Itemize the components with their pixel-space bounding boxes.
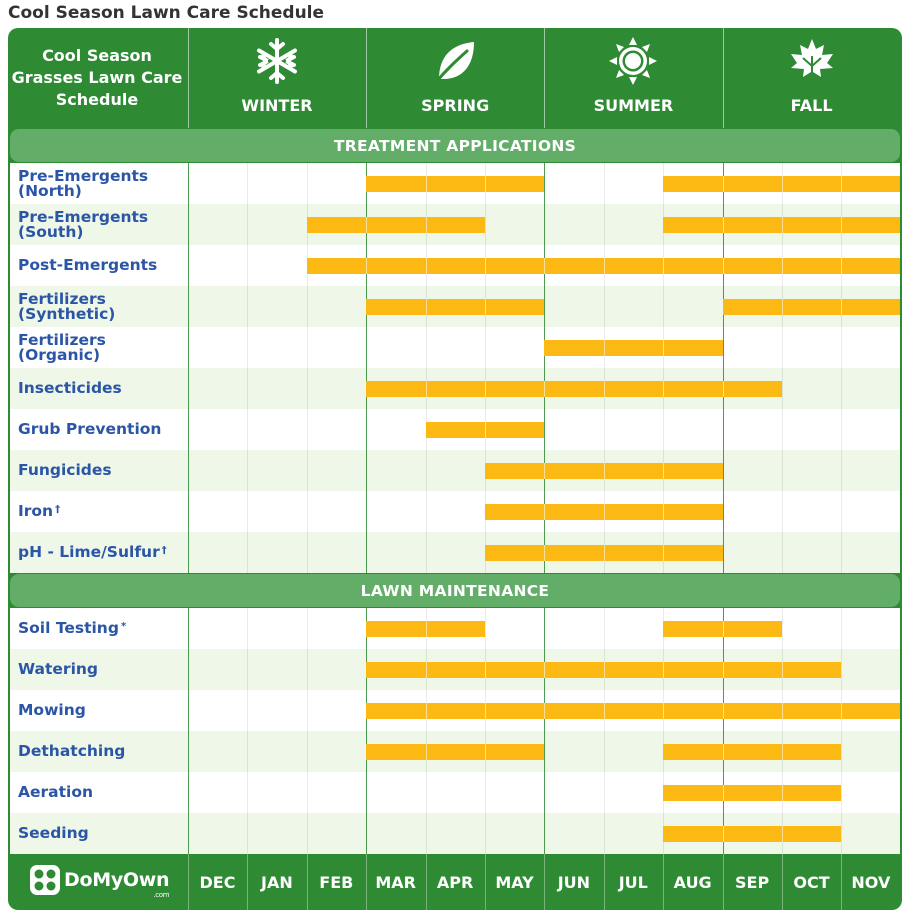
row-label [18,813,193,854]
season-summer [544,28,722,128]
leaf-icon [430,36,480,86]
schedule-chart [8,28,902,910]
schedule-labels [8,28,902,910]
row-label-text: Aeration [18,783,94,801]
season-winter [188,28,366,128]
row-label-text: Iron [18,502,54,520]
row-label-text: Seeding [18,824,89,842]
row-label [18,163,193,204]
row-footnote-mark: † [161,545,167,556]
row-label [18,491,193,532]
row-label-text: Dethatching [18,742,126,760]
row-label [18,368,193,409]
row-label-text: Pre-Emergents (North) [18,166,149,200]
section-header-1: LAWN MAINTENANCE [10,574,900,607]
row-label-text: Fertilizers (Organic) [18,330,106,364]
season-label: FALL [790,96,833,115]
month-label-jun: JUN [557,872,591,892]
maple-leaf-icon [787,36,837,86]
month-label-oct: OCT [793,872,830,892]
snowflake-icon [252,36,302,86]
row-footnote-mark: † [55,504,61,515]
sun-icon [608,36,658,86]
row-label [18,649,193,690]
page-title: Cool Season Lawn Care Schedule [8,3,325,23]
month-label-mar: MAR [375,872,416,892]
row-label-text: Soil Testing [18,619,119,637]
logo-name: DoMyOwn [64,869,170,891]
row-label [18,286,193,327]
month-label-aug: AUG [673,872,712,892]
row-label [18,731,193,772]
season-spring [366,28,544,128]
row-footnote-mark: * [120,621,127,632]
month-label-apr: APR [436,872,474,892]
month-label-feb: FEB [319,872,354,892]
season-label: WINTER [241,96,313,115]
row-label-text: pH - Lime/Sulfur [18,543,160,561]
month-label-dec: DEC [199,872,236,892]
domyown-logo-icon [30,865,60,895]
season-label: SUMMER [593,96,674,115]
season-label: SPRING [421,96,490,115]
month-label-may: MAY [495,872,534,892]
row-label [18,327,193,368]
domyown-logo[interactable] [30,862,169,898]
month-label-sep: SEP [735,872,770,892]
row-label [18,772,193,813]
row-label [18,608,193,649]
row-label [18,245,193,286]
row-label [18,690,193,731]
row-label [18,409,193,450]
row-label-text: Mowing [18,701,86,719]
logo-suffix: .com [153,891,170,899]
row-label-text: Fungicides [18,461,112,479]
section-header-0: TREATMENT APPLICATIONS [10,129,900,162]
month-label-nov: NOV [851,872,891,892]
row-label-text: Post-Emergents [18,256,158,274]
row-label [18,532,193,573]
month-label-jan: JAN [261,872,293,892]
row-label-text: Fertilizers (Synthetic) [18,289,116,323]
month-label-jul: JUL [618,872,648,892]
season-fall [723,28,901,128]
row-label-text: Watering [18,660,99,678]
row-label-text: Grub Prevention [18,420,162,438]
row-label-text: Pre-Emergents (South) [18,207,149,241]
row-label [18,450,193,491]
row-label-text: Insecticides [18,379,122,397]
row-label [18,204,193,245]
logo-wordmark [64,869,170,899]
header-label: Cool Season Grasses Lawn Care Schedule [11,46,183,109]
